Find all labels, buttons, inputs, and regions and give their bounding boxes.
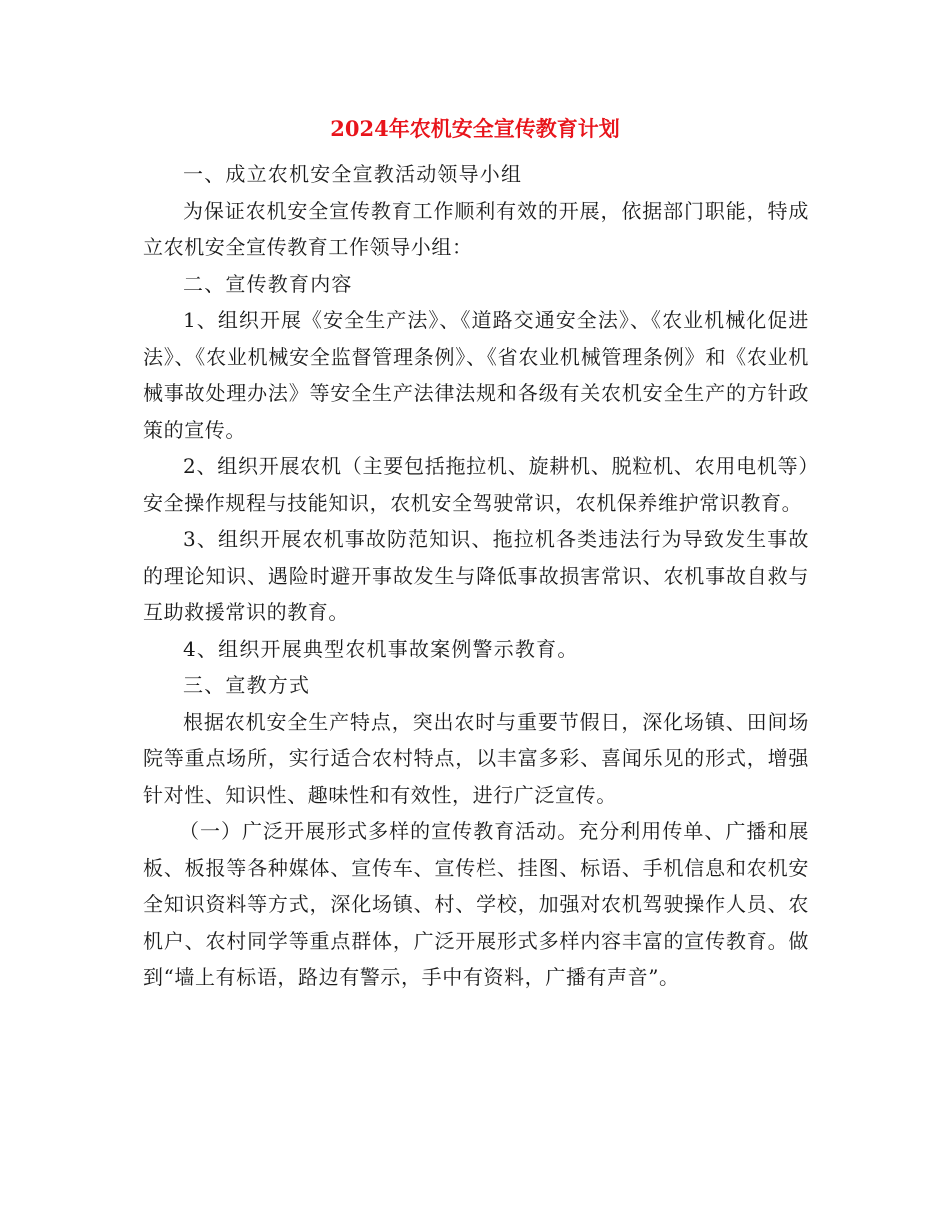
paragraph-content-item-3: 3、组织开展农机事故防范知识、拖拉机各类违法行为导致发生事故的理论知识、遇险时避开事故发生与降低事故损害常识、农机事故自救与互助救援常识的教育。 [143, 527, 809, 624]
section-heading-1: 一、成立农机安全宣教活动领导小组 [183, 162, 523, 186]
paragraph-content-item-4: 4、组织开展典型农机事故案例警示教育。 [183, 636, 579, 661]
paragraph-methods-sub-1: （一）广泛开展形式多样的宣传教育活动。充分利用传单、广播和展板、板报等各种媒体、宣传车、宣传栏、挂图、标语、手机信息和农机安全知识资料等方式，深化场镇、村、学校，加强对农机驾驶操作人员、农机户、农村同学等重点群体，广泛开展形式多样内容丰富的宣传教育。做到“墙上有标语，路边有警示，手中有资料，广播有声音”。 [143, 819, 809, 989]
paragraph-content-item-1: 1、组织开展《安全生产法》、《道路交通安全法》、《农业机械化促进法》、《农业机械安全监督管理条例》、《省农业机械管理条例》和《农业机械事故处理办法》等安全生产法律法规和各级有关农机安全生产的方针政策的宣传。 [143, 308, 809, 442]
paragraph-content-item-2: 2、组织开展农机（主要包括拖拉机、旋耕机、脱粒机、农用电机等）安全操作规程与技能知识，农机安全驾驶常识，农机保养维护常识教育。 [143, 454, 809, 515]
document-body [143, 156, 809, 996]
paragraph-methods: 根据农机安全生产特点，突出农时与重要节假日，深化场镇、田间场院等重点场所，实行适合农村特点，以丰富多彩、喜闻乐见的形式，增强针对性、知识性、趣味性和有效性，进行广泛宣传。 [143, 709, 809, 807]
document-title: 2024年农机安全宣传教育计划 [330, 116, 620, 141]
section-heading-3: 三、宣教方式 [183, 673, 311, 697]
section-heading-2: 二、宣传教育内容 [183, 271, 353, 296]
paragraph-leadership-group: 为保证农机安全宣传教育工作顺利有效的开展，依据部门职能，特成立农机安全宣传教育工作领导小组： [143, 198, 809, 259]
